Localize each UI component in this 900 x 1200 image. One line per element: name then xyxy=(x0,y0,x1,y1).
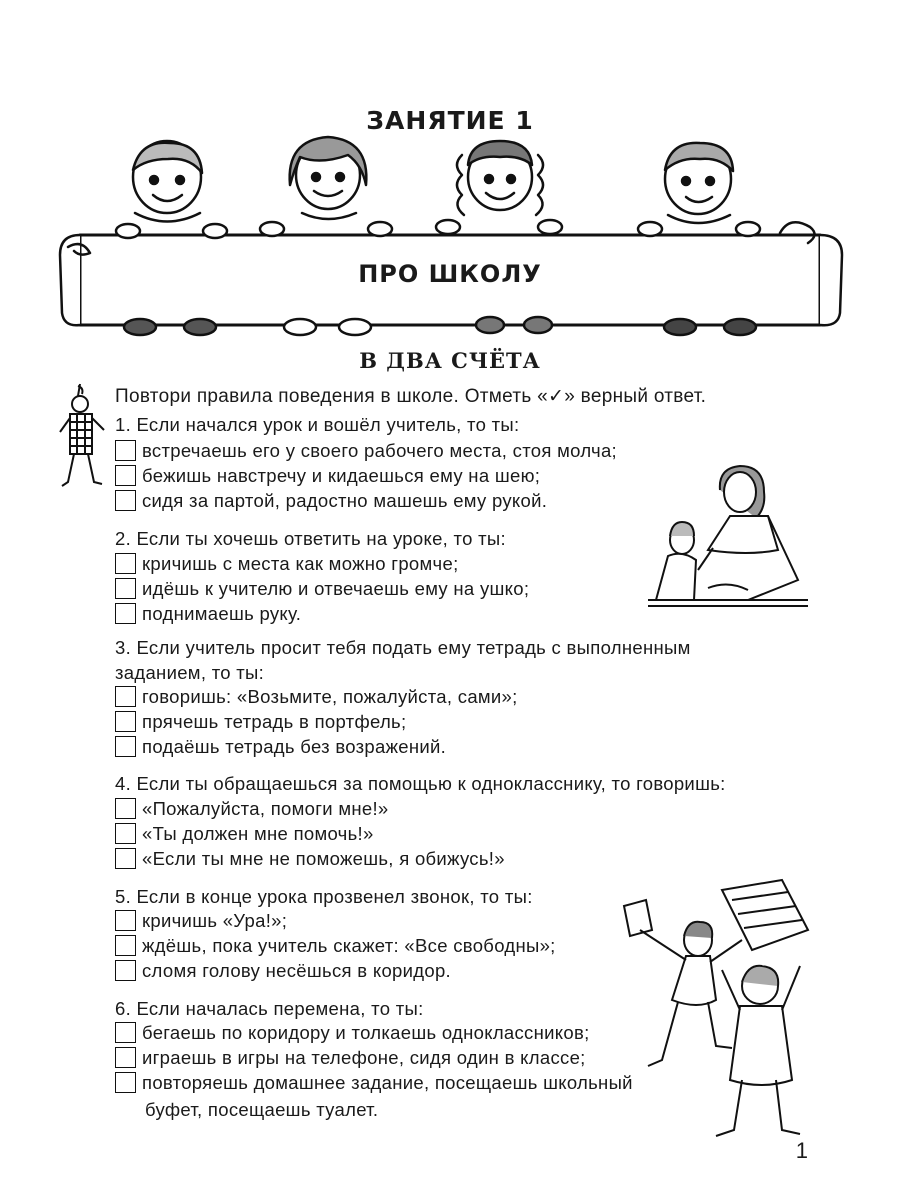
answer-label: играешь в игры на телефоне, сидя один в классе; xyxy=(142,1047,586,1068)
question-5 xyxy=(115,884,533,909)
boy-left-icon xyxy=(133,141,202,222)
answer-checkbox[interactable] xyxy=(115,848,136,869)
answer-option[interactable] xyxy=(115,440,617,465)
knight-figure-icon xyxy=(58,382,108,500)
answer-checkbox[interactable] xyxy=(115,490,136,511)
question-4 xyxy=(115,771,726,796)
question-text: 2. Если ты хочешь ответить на уроке, то ты: xyxy=(115,528,506,549)
answer-label: «Если ты мне не поможешь, я обижусь!» xyxy=(142,848,505,869)
answer-label: «Ты должен мне помочь!» xyxy=(142,823,374,844)
answer-option[interactable] xyxy=(115,553,459,578)
instruction-text: Повтори правила поведения в школе. Отметь «✓» верный ответ. xyxy=(115,386,707,407)
girl-bob-icon xyxy=(290,137,367,219)
banner-title: ПРО ШКОЛУ xyxy=(358,260,542,288)
answer-option[interactable] xyxy=(115,935,556,960)
question-3 xyxy=(115,635,691,685)
answer-option[interactable] xyxy=(115,1022,590,1047)
question-6 xyxy=(115,996,424,1021)
page-number: 1 xyxy=(795,1138,808,1163)
question-text: 4. Если ты обращаешься за помощью к однокласснику, то говоришь: xyxy=(115,773,726,794)
answer-option[interactable] xyxy=(115,823,374,848)
answer-checkbox[interactable] xyxy=(115,935,136,956)
answer-label: ждёшь, пока учитель скажет: «Все свободны»; xyxy=(142,935,556,956)
answer-label-continuation: буфет, посещаешь туалет. xyxy=(145,1099,379,1120)
answer-checkbox[interactable] xyxy=(115,1047,136,1068)
question-text: 5. Если в конце урока прозвенел звонок, то ты: xyxy=(115,886,533,907)
answer-checkbox[interactable] xyxy=(115,960,136,981)
answer-checkbox[interactable] xyxy=(115,1022,136,1043)
answer-checkbox[interactable] xyxy=(115,711,136,732)
answer-label: кричишь с места как можно громче; xyxy=(142,553,459,574)
girl-curly-icon xyxy=(457,141,543,215)
answer-checkbox[interactable] xyxy=(115,736,136,757)
answer-option[interactable] xyxy=(115,960,451,985)
answer-option[interactable] xyxy=(115,465,540,490)
answer-label: бегаешь по коридору и толкаешь одноклассников; xyxy=(142,1022,590,1043)
question-1 xyxy=(115,412,519,437)
question-text: 1. Если начался урок и вошёл учитель, то ты: xyxy=(115,414,520,435)
question-text: 6. Если началась перемена, то ты: xyxy=(115,998,424,1019)
answer-label: «Пожалуйста, помоги мне!» xyxy=(142,798,389,819)
answer-option[interactable] xyxy=(115,578,529,603)
section-title: В ДВА СЧЁТА xyxy=(359,348,541,373)
answer-option[interactable] xyxy=(115,603,301,628)
answer-checkbox[interactable] xyxy=(115,578,136,599)
answer-option[interactable] xyxy=(115,490,547,515)
question-2 xyxy=(115,526,506,551)
kids-banner-illustration xyxy=(50,135,850,340)
answer-label: подаёшь тетрадь без возражений. xyxy=(142,736,447,757)
answer-label: встречаешь его у своего рабочего места, стоя молча; xyxy=(142,440,617,461)
answer-label: сидя за партой, радостно машешь ему рукой. xyxy=(142,490,548,511)
question-text: заданием, то ты: xyxy=(115,662,265,683)
answer-label: поднимаешь руку. xyxy=(142,603,302,624)
question-text: 3. Если учитель просит тебя подать ему тетрадь с выполненным xyxy=(115,637,691,658)
answer-label: повторяешь домашнее задание, посещаешь школьный xyxy=(142,1072,633,1093)
answer-label: идёшь к учителю и отвечаешь ему на ушко; xyxy=(142,578,530,599)
answer-checkbox[interactable] xyxy=(115,603,136,624)
boy-right-icon xyxy=(665,143,733,223)
teacher-student-icon xyxy=(648,460,808,610)
answer-label: говоришь: «Возьмите, пожалуйста, сами»; xyxy=(142,686,518,707)
answer-checkbox[interactable] xyxy=(115,798,136,819)
answer-option[interactable] xyxy=(115,848,505,873)
answer-checkbox[interactable] xyxy=(115,465,136,486)
answer-checkbox[interactable] xyxy=(115,910,136,931)
answer-label: бежишь навстречу и кидаешься ему на шею; xyxy=(142,465,541,486)
answer-option[interactable] xyxy=(115,1047,586,1072)
answer-checkbox[interactable] xyxy=(115,686,136,707)
answer-label: сломя голову несёшься в коридор. xyxy=(142,960,451,981)
answer-option[interactable] xyxy=(115,736,446,761)
answer-option[interactable] xyxy=(115,1072,633,1097)
answer-checkbox[interactable] xyxy=(115,553,136,574)
answer-checkbox[interactable] xyxy=(115,1072,136,1093)
answer-option[interactable] xyxy=(115,711,406,736)
lesson-title: ЗАНЯТИЕ 1 xyxy=(366,106,534,135)
answer-option[interactable] xyxy=(115,798,388,823)
answer-checkbox[interactable] xyxy=(115,440,136,461)
answer-checkbox[interactable] xyxy=(115,823,136,844)
answer-label: прячешь тетрадь в портфель; xyxy=(142,711,407,732)
answer-option[interactable] xyxy=(115,910,287,935)
answer-label: кричишь «Ура!»; xyxy=(142,910,288,931)
jumping-kids-icon xyxy=(612,870,822,1150)
answer-option[interactable] xyxy=(115,686,518,711)
